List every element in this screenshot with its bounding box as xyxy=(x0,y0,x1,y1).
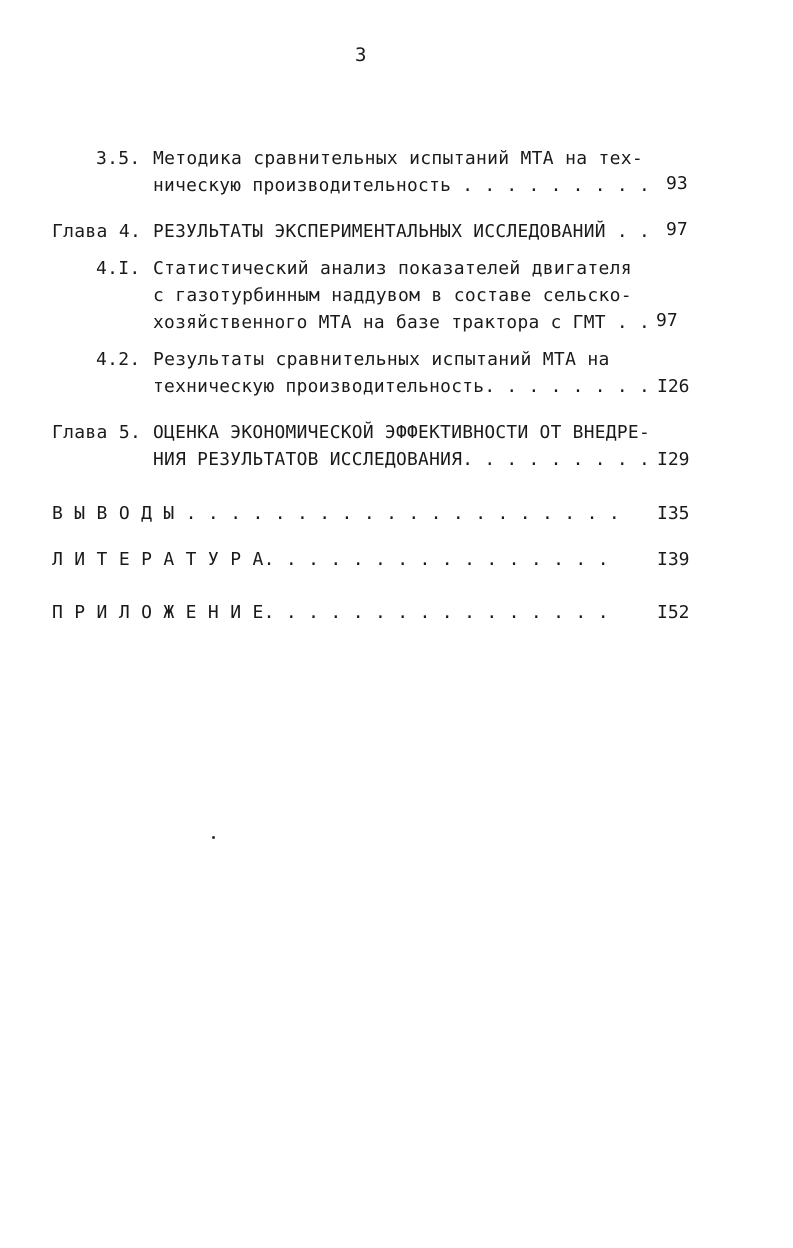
toc-conclusions-title: В Ы В О Д Ы . . . . . . . . . . . . . . . . . . . . xyxy=(52,503,620,524)
toc-4-1-title-line1: Статистический анализ показателей двигателя xyxy=(153,258,632,279)
toc-4-1-page: 97 xyxy=(656,310,678,331)
toc-3-5-number: 3.5. xyxy=(96,148,141,169)
toc-literature-page: I39 xyxy=(657,549,690,570)
toc-literature-title: Л И Т Е Р А Т У Р А. . . . . . . . . . . . . . . . xyxy=(52,549,609,570)
toc-ch5-title-line1: ОЦЕНКА ЭКОНОМИЧЕСКОЙ ЭФФЕКТИВНОСТИ ОТ ВНЕДРЕ- xyxy=(153,422,650,443)
toc-3-5-page: 93 xyxy=(666,173,688,194)
toc-3-5-title-line2: ническую производительность . . . . . . . . . xyxy=(153,175,650,196)
toc-4-2-title-line1: Результаты сравнительных испытаний МТА на xyxy=(153,349,610,370)
toc-ch4-title: РЕЗУЛЬТАТЫ ЭКСПЕРИМЕНТАЛЬНЫХ ИССЛЕДОВАНИЙ . . xyxy=(153,221,650,242)
toc-4-1-title-line3: хозяйственного МТА на базе трактора с ГМТ . . xyxy=(153,312,650,333)
toc-ch5-page: I29 xyxy=(657,449,690,470)
toc-4-2-title-line2: техническую производительность. . . . . . . . xyxy=(153,376,650,397)
toc-conclusions-page: I35 xyxy=(657,503,690,524)
toc-4-2-number: 4.2. xyxy=(96,349,141,370)
stray-ink-dot xyxy=(212,836,215,839)
toc-ch5-label: Глава 5. xyxy=(52,422,142,443)
toc-ch4-page: 97 xyxy=(666,219,688,240)
toc-4-1-title-line2: с газотурбинным наддувом в составе сельско- xyxy=(153,285,632,306)
toc-appendix-page: I52 xyxy=(657,602,690,623)
toc-4-2-page: I26 xyxy=(657,376,690,397)
toc-4-1-number: 4.I. xyxy=(96,258,141,279)
toc-appendix-title: П Р И Л О Ж Е Н И Е. . . . . . . . . . . . . . . . xyxy=(52,602,609,623)
toc-3-5-title-line1: Методика сравнительных испытаний МТА на тех- xyxy=(153,148,644,169)
toc-ch4-label: Глава 4. xyxy=(52,221,142,242)
toc-ch5-title-line2: НИЯ РЕЗУЛЬТАТОВ ИССЛЕДОВАНИЯ. . . . . . . . . xyxy=(153,449,650,470)
page-number: 3 xyxy=(355,44,368,66)
